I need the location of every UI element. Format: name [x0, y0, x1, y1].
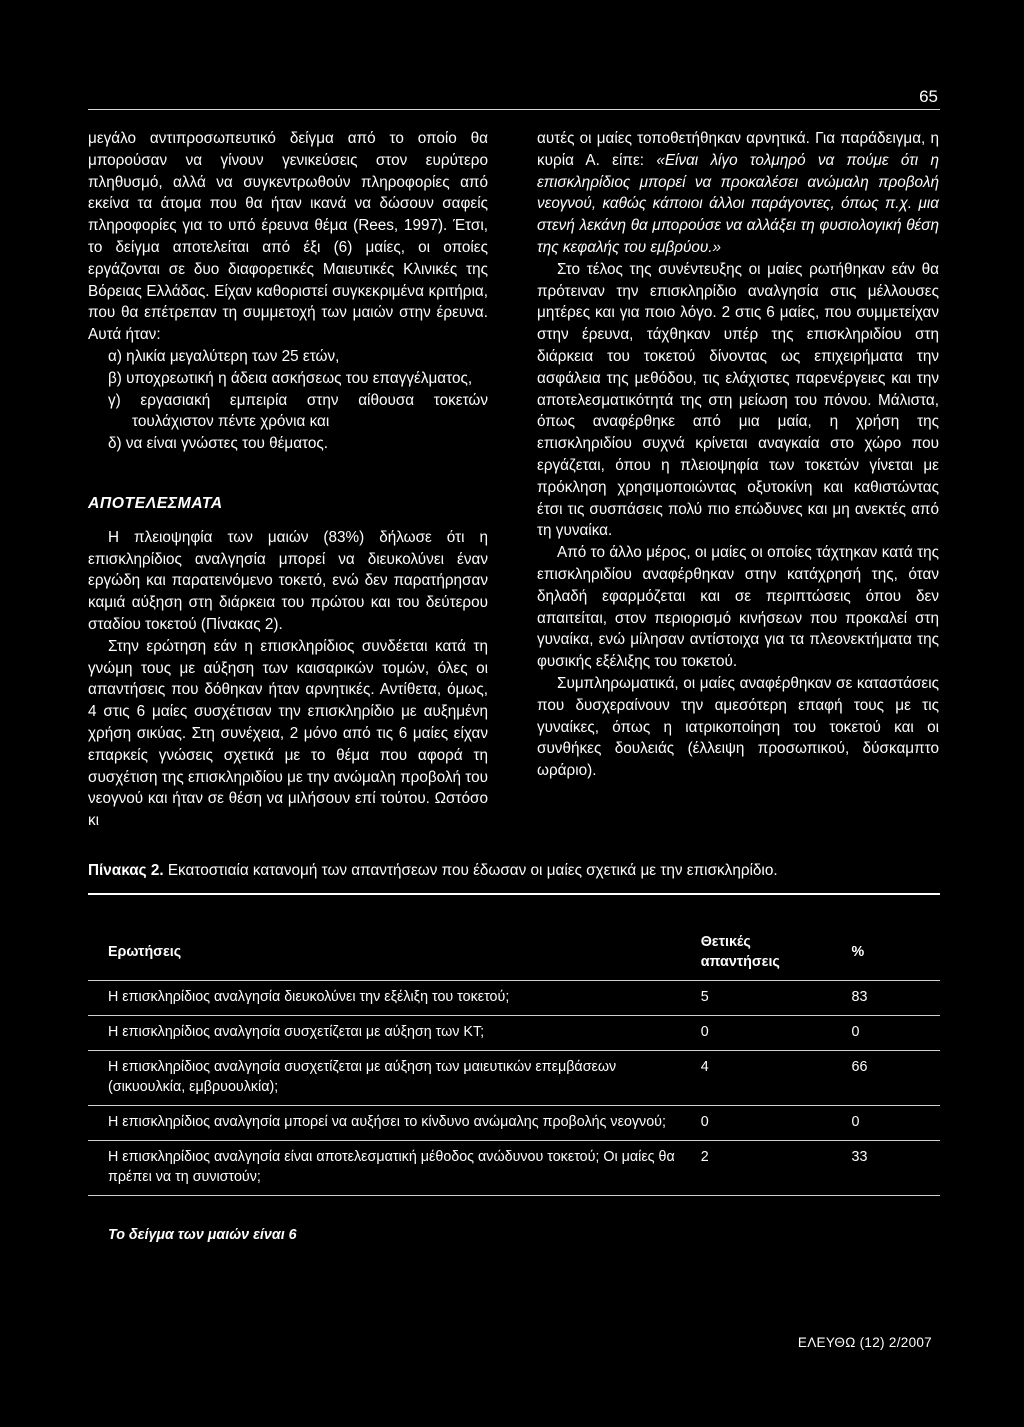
page-number: 65	[919, 87, 938, 106]
table-row	[88, 1141, 940, 1196]
percent-cell: 66	[848, 1051, 941, 1106]
header-rule	[88, 109, 940, 110]
percent-cell: 0	[848, 1106, 941, 1141]
header-questions: Ερωτήσεις	[108, 944, 182, 960]
table-row	[88, 1016, 940, 1051]
criterion-item: β) υποχρεωτική η άδεια ασκήσεως του επαγγέλματος,	[108, 369, 473, 387]
journal-footer: ΕΛΕΥΘΩ (12) 2/2007	[797, 1335, 932, 1350]
table-row	[88, 1051, 940, 1106]
positive-cell: 0	[697, 1106, 848, 1141]
positive-cell: 0	[697, 1016, 848, 1051]
quote-intro: αυτές οι μαίες τοποθετήθηκαν αρνητικά. Για παράδειγμα, η κυρία Α. είπε:	[537, 130, 939, 169]
criterion-item: γ) εργασιακή εμπειρία στην αίθουσα τοκετών τουλάχιστον πέντε χρόνια και	[108, 391, 488, 431]
intro-paragraph: μεγάλο αντιπροσωπευτικό δείγμα από το οποίο θα μπορούσαν να γίνουν γενικεύσεις στον ευρύτερο πληθυσμό, αλλά να συγκεντρωθούν πληροφορίες από εκείνα τα άτομα που θα ήταν ικανά να δώσουν σαφείς πληροφορίες για το υπό έρευνα θέμα (Rees, 1997). Έτσι, το δείγμα αποτελείται από έξι (6) μαίες, οι οποίες εργάζονται σε δυο διαφορετικές Μαιευτικές Κλινικές της Βόρειας Ελλάδας. Είχαν καθοριστεί συγκεκριμένα κριτήρια, που θα επέτρεπαν τη συμμετοχή των μαιών στην έρευνα. Αυτά ήταν:	[88, 130, 488, 344]
results-paragraph: Η πλειοψηφία των μαιών (83%) δήλωσε ότι η επισκληρίδιος αναλγησία μπορεί να διευκολύνει έναν εργώδη και παρατεινόμενο τοκετό, ενώ δεν παρατήρησαν καμιά αύξηση στη διάρκεια του πρώτου και του δεύτερου σταδίου τοκετού (Πίνακας 2).	[88, 528, 488, 633]
responses-table	[88, 928, 940, 1196]
positive-cell: 5	[697, 981, 848, 1016]
table-caption	[88, 862, 940, 880]
positive-cell: 4	[697, 1051, 848, 1106]
criterion-item: α) ηλικία μεγαλύτερη των 25 ετών,	[108, 347, 340, 365]
table-footnote: Το δείγμα των μαιών είναι 6	[108, 1227, 297, 1243]
midwife-quote: «Είναι λίγο τολμηρό να πούμε ότι η επισκληρίδιος μπορεί να προκαλέσει ανώμαλη προβολή νεογνού, καθώς κάποιοι άλλοι παράγοντες, όπως π.χ. μια στενή λεκάνη θα μπορούσε να αλλάξει τη φυσιολογική θέση της κεφαλής του εμβρύου.»	[537, 151, 939, 256]
percent-cell: 0	[848, 1016, 941, 1051]
question-cell: Η επισκληρίδιος αναλγησία μπορεί να αυξήσει το κίνδυνο ανώμαλης προβολής νεογνού;	[88, 1106, 697, 1141]
table-caption-text: Εκατοστιαία κατανομή των απαντήσεων που έδωσαν οι μαίες σχετικά με την επισκληρίδιο.	[163, 862, 778, 879]
table-row	[88, 981, 940, 1016]
header-percent: %	[851, 944, 865, 960]
question-cell: Η επισκληρίδιος αναλγησία συσχετίζεται με αύξηση των ΚΤ;	[88, 1016, 697, 1051]
header-positive: Θετικές απαντήσεις	[700, 934, 780, 970]
question-cell: Η επισκληρίδιος αναλγησία διευκολύνει την εξέλιξη του τοκετού;	[88, 981, 697, 1016]
percent-cell: 33	[848, 1141, 941, 1196]
positive-cell: 2	[697, 1141, 848, 1196]
body-paragraph: Συμπληρωματικά, οι μαίες αναφέρθηκαν σε καταστάσεις που δυσχεραίνουν την αμεσότερη επαφή τους με τις γυναίκες, όπως η ιατρικοποίηση του τοκετού και οι συνθήκες δουλειάς (έλλειψη προσωπικού, δύσκαμπτο ωράριο).	[537, 674, 939, 780]
results-paragraph: Στην ερώτηση εάν η επισκληρίδιος συνδέεται κατά τη γνώμη τους με αύξηση των καισαρικών τομών, όλες οι απαντήσεις που δόθηκαν ήταν αρνητικές. Αντίθετα, όμως, 4 στις 6 μαίες συσχέτισαν την επισκληρίδιο με αυξημένη χρήση σικύας. Στη συνέχεια, 2 μόνο από τις 6 μαίες είχαν επαρκείς γνώσεις σχετικά με το θέμα που αφορά τη συσχέτιση της επισκληριδίου με την ανώμαλη προβολή του νεογνού και ήταν σε θέση να μιλήσουν επί τούτου. Ωστόσο κι	[88, 637, 488, 830]
question-cell: Η επισκληρίδιος αναλγησία είναι αποτελεσματική μέθοδος ανώδυνου τοκετού; Οι μαίες θα πρέπει να τη συνιστούν;	[88, 1141, 697, 1196]
table-caption-label: Πίνακας 2.	[88, 862, 164, 879]
left-column	[88, 128, 488, 832]
results-heading: ΑΠΟΤΕΛΕΣΜΑΤΑ	[88, 494, 223, 512]
table-top-rule	[88, 893, 940, 895]
question-cell: Η επισκληρίδιος αναλγησία συσχετίζεται με αύξηση των μαιευτικών επεμβάσεων (σικυουλκία, εμβρυουλκία);	[88, 1051, 697, 1106]
criterion-item: δ) να είναι γνώστες του θέματος.	[108, 435, 329, 453]
body-paragraph: Στο τέλος της συνέντευξης οι μαίες ρωτήθηκαν εάν θα πρότειναν την επισκληρίδιο αναλγησία στις μέλλουσες μητέρες και για ποιο λόγο. 2 στις 6 μαίες, που συμμετείχαν στην έρευνα, τάχθηκαν υπέρ της επισκληριδίου στη διάρκεια του τοκετού δίνοντας ως επιχειρήματα την ασφάλεια της μεθόδου, τις ελάχιστες παρενέργειες και την αποτελεσματικότητά της στη μείωση του πόνου. Μάλιστα, όπως αναφέρθηκε από μια μαία, η χρήση της επισκληριδίου συχνά κρίνεται αναγκαία στο χώρο που εργάζεται, όπου η πλειοψηφία των τοκετών γίνεται με πρόκληση χρησιμοποιώντας οξυτοκίνη και καθιστώντας έτσι τις συσπάσεις πολύ πιο επώδυνες και μη ανεκτές από τη γυναίκα.	[537, 260, 939, 540]
percent-cell: 83	[848, 981, 941, 1016]
table-row	[88, 1106, 940, 1141]
continuation-paragraph	[537, 128, 939, 259]
right-column	[537, 128, 939, 782]
body-paragraph: Από το άλλο μέρος, οι μαίες οι οποίες τάχτηκαν κατά της επισκληριδίου αναφέρθηκαν στην κατάχρησή της, όταν δηλαδή εφαρμόζεται και σε περιπτώσεις όπου δεν απαιτείται, στον περιορισμό κινήσεων που προκαλεί στη γυναίκα, ενώ μίλησαν αντίστοιχα για τα πλεονεκτήματα της φυσικής εξέλιξης του τοκετού.	[537, 544, 939, 671]
table-header-row	[88, 928, 940, 981]
